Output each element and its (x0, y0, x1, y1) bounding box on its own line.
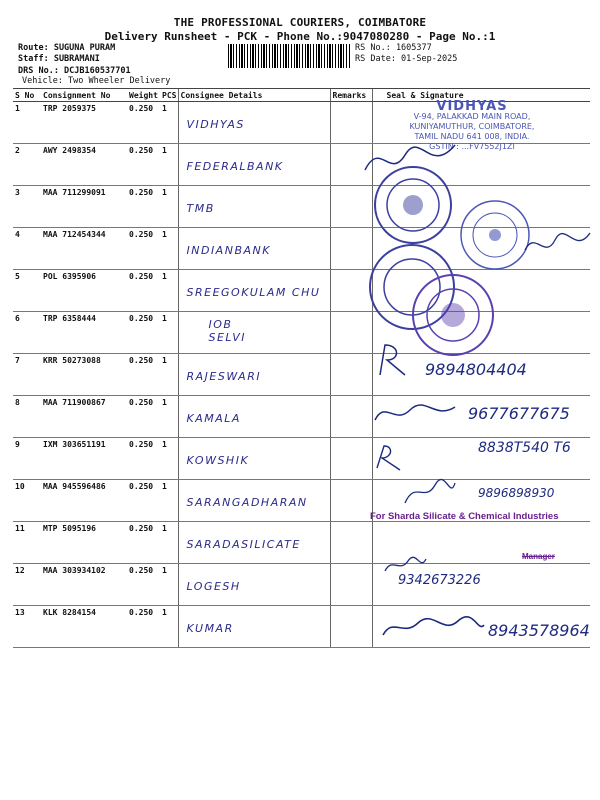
row-consignment-no: MAA 711900867 (41, 396, 127, 438)
row-consignment-no: AWY 2498354 (41, 144, 127, 186)
consignee-name-line2: SELVI (208, 331, 247, 344)
table-row (13, 312, 590, 354)
row-weight: 0.250 (127, 564, 160, 606)
col-weight: Weight (127, 89, 160, 102)
signature-row-7 (375, 340, 420, 380)
row-weight: 0.250 (127, 186, 160, 228)
row-consignee (178, 312, 330, 354)
row-consignee (178, 186, 330, 228)
signature-row-2 (360, 135, 460, 185)
phone-row-12: 9342673226 (398, 573, 481, 588)
rs-number: RS No.: 1605377 (355, 43, 432, 53)
consignee-name: LOGESH (186, 580, 241, 593)
consignee-name: KUMAR (186, 622, 234, 635)
row-consignment-no: MAA 303934102 (41, 564, 127, 606)
row-consignment-no: MAA 945596486 (41, 480, 127, 522)
signature-row-4 (520, 225, 595, 265)
row-consignment-no: TRP 6358444 (41, 312, 127, 354)
industry-stamp: For Sharda Silicate & Chemical Industries (370, 511, 559, 522)
row-consignee (178, 144, 330, 186)
vehicle-label: Vehicle: Two Wheeler Delivery (22, 76, 171, 86)
row-sno: 10 (13, 480, 41, 522)
row-remarks (330, 564, 372, 606)
vidhyas-stamp-line2: KUNIYAMUTHUR, COIMBATORE, (409, 122, 535, 131)
signature-row-9 (372, 440, 412, 475)
row-consignee (178, 270, 330, 312)
row-pcs: 1 (160, 480, 178, 522)
row-weight: 0.250 (127, 522, 160, 564)
row-weight: 0.250 (127, 480, 160, 522)
row-consignment-no: KRR 50273088 (41, 354, 127, 396)
vidhyas-stamp-line3: TAMIL NADU 641 008, INDIA. (414, 132, 530, 141)
row-pcs: 1 (160, 228, 178, 270)
row-sno: 11 (13, 522, 41, 564)
signature-row-13 (378, 613, 488, 643)
row-consignee (178, 522, 330, 564)
row-sno: 5 (13, 270, 41, 312)
row-sno: 7 (13, 354, 41, 396)
row-sno: 3 (13, 186, 41, 228)
row-consignee (178, 606, 330, 648)
consignee-name: FEDERALBANK (186, 160, 284, 173)
phone-row-9: 8838T540 T6 (478, 440, 571, 456)
row-remarks (330, 480, 372, 522)
col-consignment: Consignment No (41, 89, 127, 102)
company-title: THE PROFESSIONAL COURIERS, COIMBATORE (173, 16, 427, 29)
row-remarks (330, 522, 372, 564)
row-weight: 0.250 (127, 606, 160, 648)
phone-row-8: 9677677675 (468, 404, 570, 423)
row-sno: 8 (13, 396, 41, 438)
row-pcs: 1 (160, 606, 178, 648)
consignee-name: VIDHYAS (186, 118, 245, 131)
phone-row-10: 9896898930 (478, 486, 555, 500)
row-weight: 0.250 (127, 102, 160, 144)
table-row (13, 522, 590, 564)
row-pcs: 1 (160, 522, 178, 564)
runsheet-subtitle: Delivery Runsheet - PCK - Phone No.:9047080280 - Page No.:1 (104, 30, 496, 43)
row-consignment-no: POL 6395906 (41, 270, 127, 312)
row-remarks (330, 438, 372, 480)
row-consignment-no: MAA 712454344 (41, 228, 127, 270)
row-sno: 1 (13, 102, 41, 144)
manager-label: Manager (522, 552, 555, 561)
row-weight: 0.250 (127, 354, 160, 396)
row-weight: 0.250 (127, 228, 160, 270)
row-consignee (178, 228, 330, 270)
row-consignee (178, 480, 330, 522)
row-sno: 9 (13, 438, 41, 480)
consignee-name: KOWSHIK (186, 454, 250, 467)
row-pcs: 1 (160, 396, 178, 438)
row-remarks (330, 606, 372, 648)
row-consignee (178, 396, 330, 438)
route-label: Route: SUGUNA PURAM (18, 43, 116, 53)
signature-row-12 (380, 553, 430, 578)
barcode-icon (228, 44, 350, 68)
row-weight: 0.250 (127, 270, 160, 312)
consignee-name: SREEGOKULAM CHU (186, 286, 321, 299)
row-remarks (330, 354, 372, 396)
row-sno: 2 (13, 144, 41, 186)
row-pcs: 1 (160, 102, 178, 144)
consignee-name: IOB (208, 318, 233, 331)
table-row (13, 270, 590, 312)
row-sno: 6 (13, 312, 41, 354)
phone-row-13: 8943578964 (488, 621, 590, 640)
row-remarks (330, 396, 372, 438)
col-remarks: Remarks (330, 89, 372, 102)
row-consignment-no: MAA 711299091 (41, 186, 127, 228)
row-consignment-no: KLK 8284154 (41, 606, 127, 648)
consignee-name: SARANGADHARAN (186, 496, 308, 509)
row-consignment-no: IXM 303651191 (41, 438, 127, 480)
col-sno: S No (13, 89, 41, 102)
vidhyas-stamp-line1: V-94, PALAKKAD MAIN ROAD, (413, 112, 531, 121)
rs-date: RS Date: 01-Sep-2025 (355, 54, 458, 64)
row-remarks (330, 186, 372, 228)
consignee-name: TMB (186, 202, 215, 215)
row-consignment-no: MTP 5095196 (41, 522, 127, 564)
signature-row-10 (400, 475, 460, 510)
signature-row-8 (370, 395, 460, 430)
row-pcs: 1 (160, 564, 178, 606)
phone-row-7: 9894804404 (425, 360, 527, 379)
consignee-name: RAJESWARI (186, 370, 262, 383)
row-sno: 13 (13, 606, 41, 648)
row-consignee (178, 354, 330, 396)
row-pcs: 1 (160, 312, 178, 354)
row-consignee (178, 564, 330, 606)
col-seal: Seal & Signature (372, 89, 590, 102)
col-pcs: PCS (162, 90, 177, 100)
consignee-name: SARADASILICATE (186, 538, 301, 551)
row-sno: 4 (13, 228, 41, 270)
row-weight: 0.250 (127, 396, 160, 438)
vidhyas-stamp-name: VIDHYAS (436, 99, 508, 114)
row-consignment-no: TRP 2059375 (41, 102, 127, 144)
row-pcs: 1 (160, 144, 178, 186)
row-weight: 0.250 (127, 438, 160, 480)
table-row (13, 564, 590, 606)
row-pcs: 1 (160, 186, 178, 228)
drs-number: DRS No.: DCJB160537701 (18, 66, 131, 76)
consignee-name: KAMALA (186, 412, 241, 425)
row-weight: 0.250 (127, 312, 160, 354)
row-consignee (178, 438, 330, 480)
row-sno: 12 (13, 564, 41, 606)
col-consignee: Consignee Details (178, 89, 330, 102)
row-pcs: 1 (160, 354, 178, 396)
consignee-name: INDIANBANK (186, 244, 271, 257)
staff-label: Staff: SUBRAMANI (18, 54, 100, 64)
row-weight: 0.250 (127, 144, 160, 186)
row-pcs: 1 (160, 438, 178, 480)
vidhyas-stamp-gstin: GSTIN : ...FV7552J1ZI (429, 142, 515, 151)
row-pcs: 1 (160, 270, 178, 312)
row-consignee (178, 102, 330, 144)
iob-seal-icon (408, 270, 498, 360)
